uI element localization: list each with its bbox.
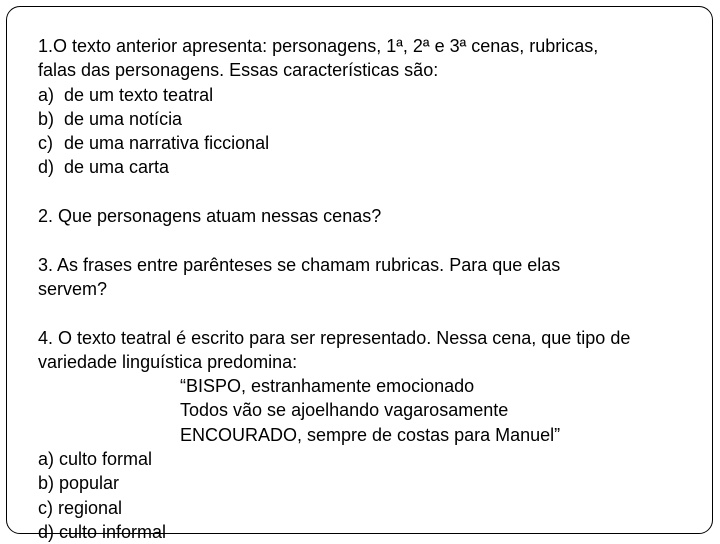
spacer bbox=[38, 228, 718, 252]
question-card bbox=[6, 6, 713, 542]
question-4-option-d: d) culto informal bbox=[38, 521, 167, 542]
option-letter: a) bbox=[38, 84, 55, 105]
question-1-line-2: falas das personagens. Essas características são: bbox=[38, 60, 439, 81]
question-4-option-c: c) regional bbox=[38, 497, 123, 518]
option-text: de uma carta bbox=[64, 157, 170, 178]
option-letter: c) bbox=[38, 133, 53, 154]
question-1-line-1: 1.O texto anterior apresenta: personagens, 1ª, 2ª e 3ª cenas, rubricas, bbox=[38, 36, 599, 56]
question-4-option-b: b) popular bbox=[38, 473, 120, 494]
spacer bbox=[38, 301, 718, 325]
option-text: de uma notícia bbox=[64, 108, 183, 129]
spacer bbox=[38, 180, 718, 204]
question-4-quote-line-3: ENCOURADO, sempre de costas para Manuel” bbox=[180, 424, 561, 445]
question-1-option-b bbox=[38, 107, 718, 131]
option-text: de um texto teatral bbox=[64, 84, 214, 105]
question-list bbox=[38, 34, 718, 544]
option-letter: d) bbox=[38, 157, 55, 178]
question-3-line-1: 3. As frases entre parênteses se chamam rubricas. Para que elas bbox=[38, 254, 561, 275]
question-4-quote-line-2: Todos vão se ajoelhando vagarosamente bbox=[180, 400, 509, 421]
question-1-option-d bbox=[38, 155, 718, 179]
option-text: de uma narrativa ficcional bbox=[64, 133, 270, 154]
question-1-option-a bbox=[38, 83, 718, 107]
question-4-line-2: variedade linguística predomina: bbox=[38, 351, 298, 372]
question-2-line-1: 2. Que personagens atuam nessas cenas? bbox=[38, 206, 382, 227]
question-1-option-c bbox=[38, 131, 718, 155]
question-3-line-2: servem? bbox=[38, 278, 108, 299]
question-4-quote-line-1: “BISPO, estranhamente emocionado bbox=[180, 376, 475, 397]
option-letter: b) bbox=[38, 108, 55, 129]
question-4-option-a: a) culto formal bbox=[38, 449, 153, 470]
question-4-line-1: 4. O texto teatral é escrito para ser representado. Nessa cena, que tipo de bbox=[38, 327, 631, 348]
